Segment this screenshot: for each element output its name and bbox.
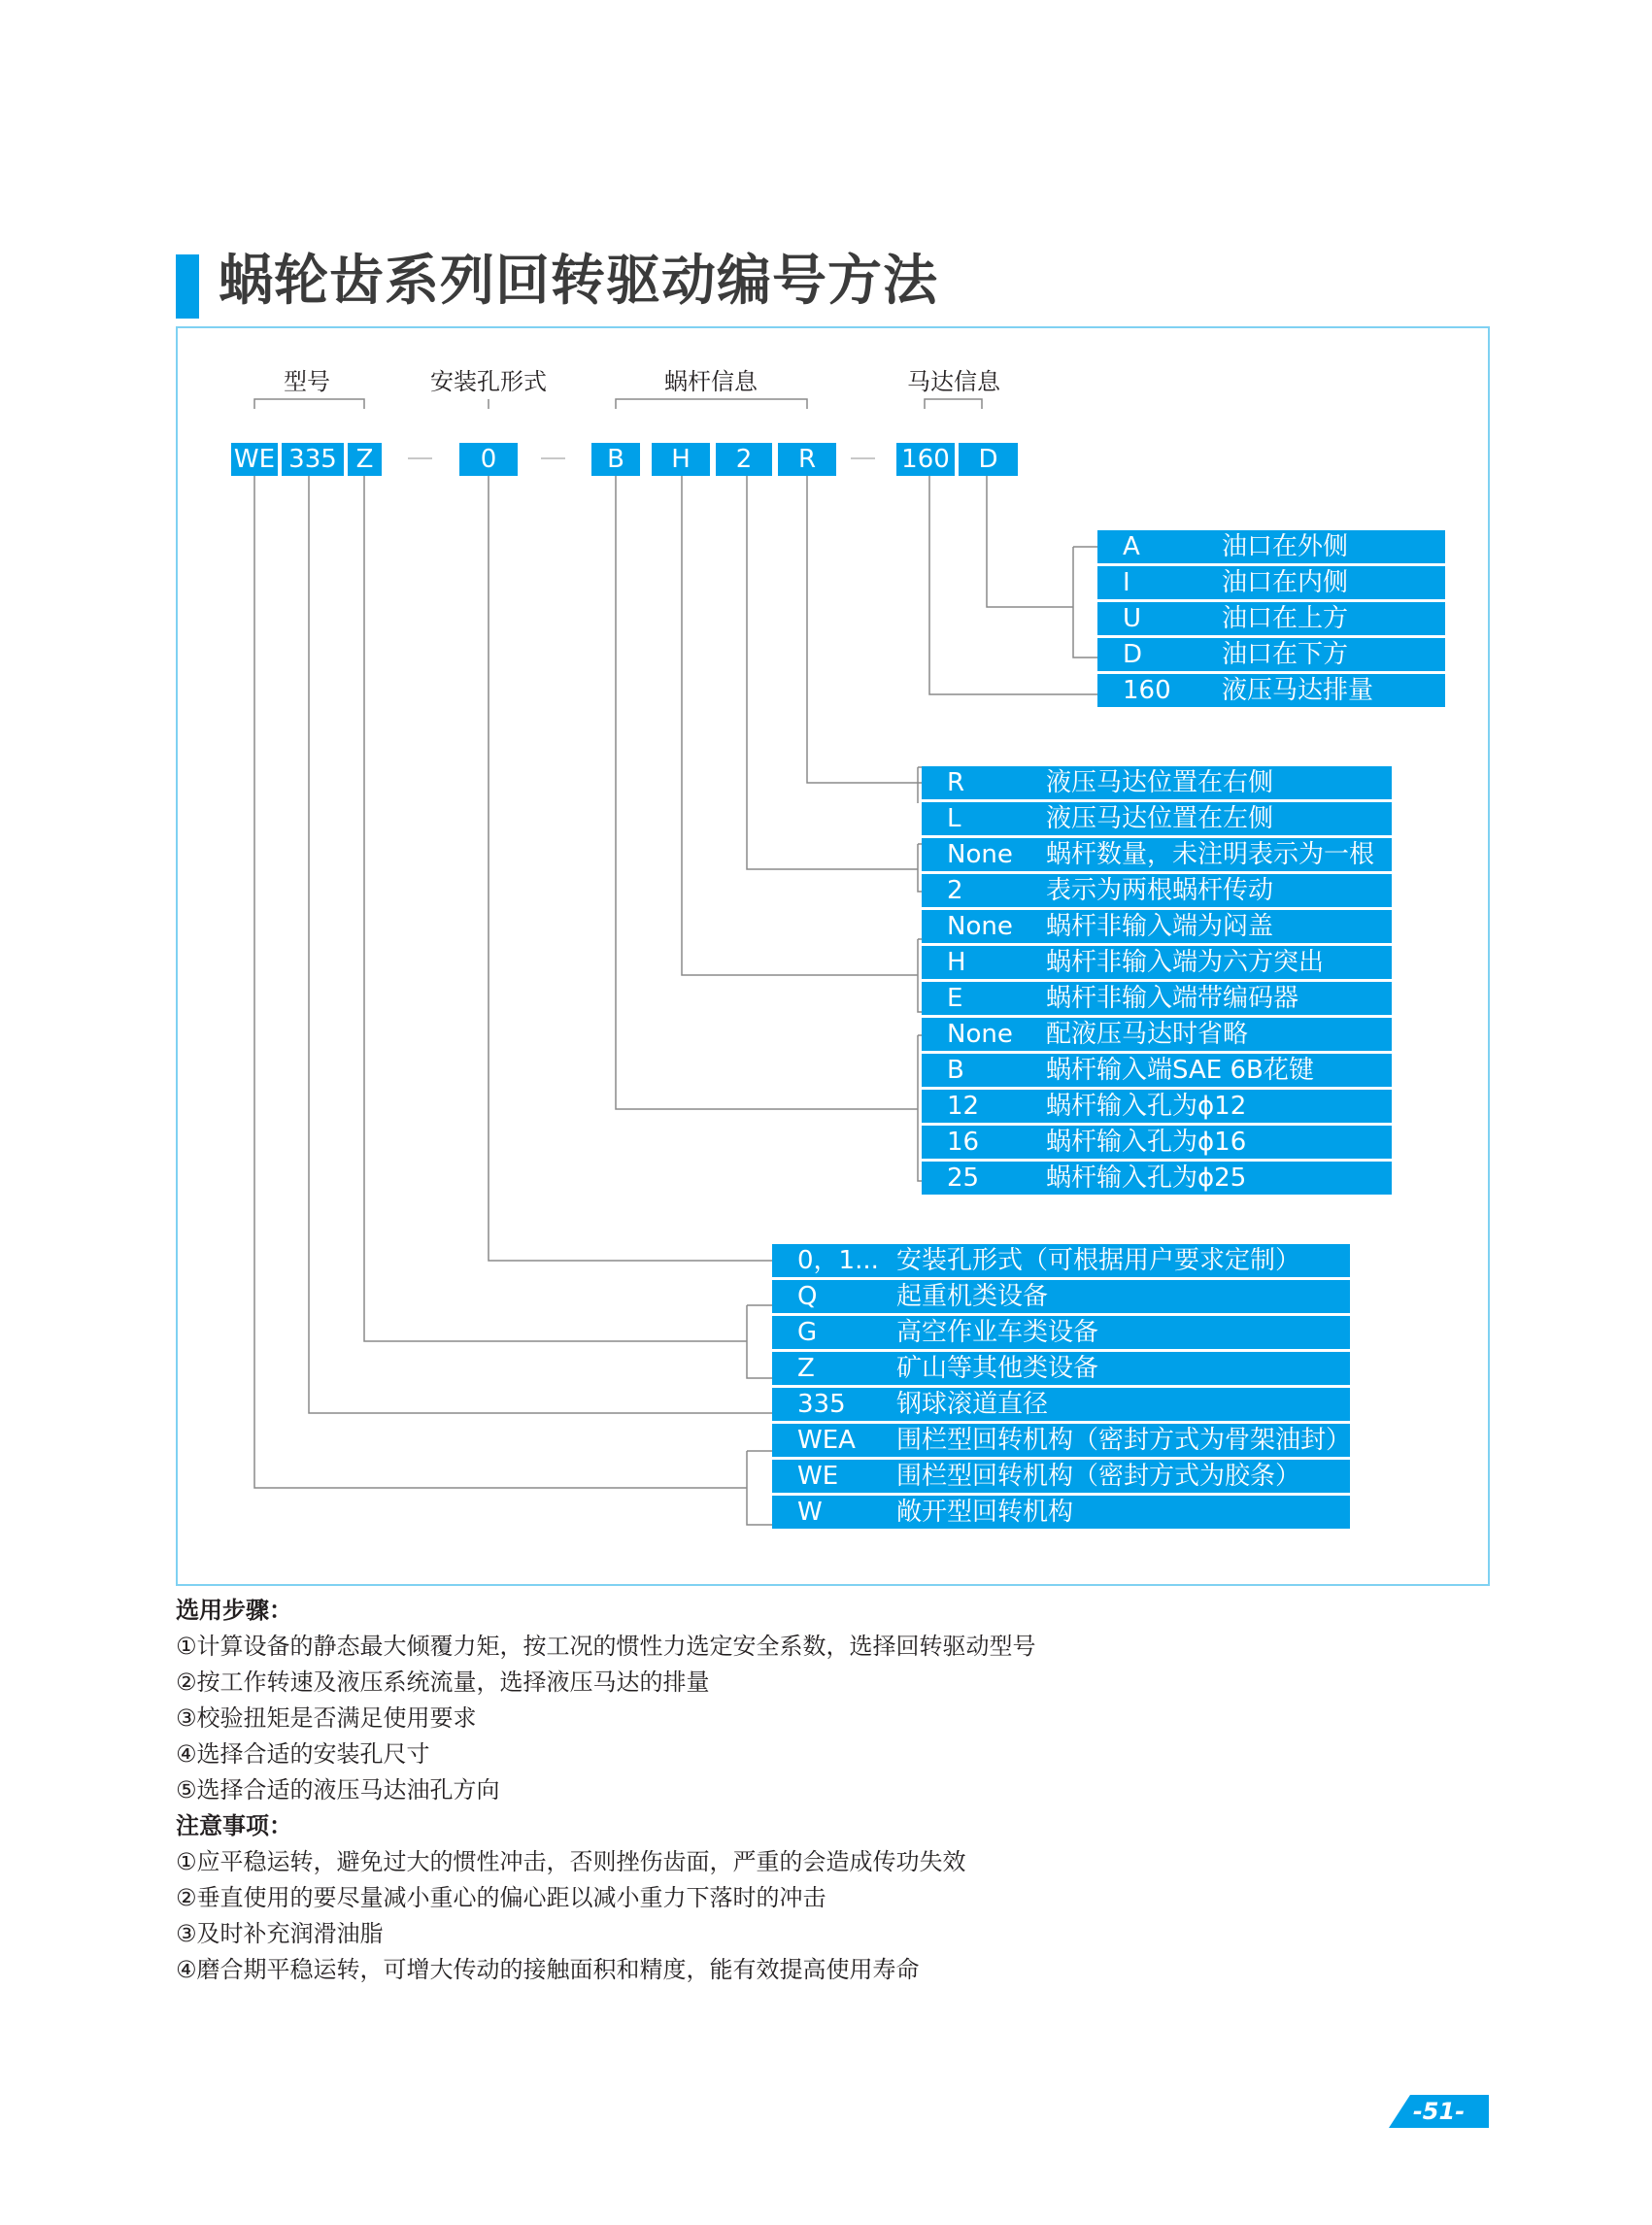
step-item: ②按工作转速及液压系统流量，选择液压马达的排量: [176, 1669, 710, 1696]
page-number: -51-: [1412, 2098, 1466, 2125]
table-row: R 液压马达位置在右侧: [922, 766, 1392, 799]
table-row: 12 蜗杆输入孔为ϕ12: [922, 1090, 1392, 1123]
table-row: 25 蜗杆输入孔为ϕ25: [922, 1162, 1392, 1195]
coding-diagram: [176, 326, 1490, 1586]
code-box-b: B: [591, 443, 640, 476]
header-motor: 马达信息: [907, 368, 1000, 395]
table-row: None 蜗杆数量，未注明表示为一根: [922, 838, 1392, 871]
note-item: ②垂直使用的要尽量减小重心的偏心距以减小重力下落时的冲击: [176, 1884, 826, 1911]
code-box-2: 2: [716, 443, 772, 476]
title-accent-bar: [176, 254, 199, 319]
table-row: WE 围栏型回转机构（密封方式为胶条）: [772, 1460, 1350, 1493]
page-title: 蜗轮齿系列回转驱动编号方法: [219, 250, 938, 313]
notes-heading: 注意事项：: [176, 1812, 292, 1839]
table-row: 2 表示为两根蜗杆传动: [922, 874, 1392, 907]
step-item: ④选择合适的安装孔尺寸: [176, 1740, 430, 1768]
header-worm: 蜗杆信息: [664, 368, 758, 395]
table-row: Z 矿山等其他类设备: [772, 1352, 1350, 1385]
note-item: ①应平稳运转，避免过大的惯性冲击，否则挫伤齿面，严重的会造成传功失效: [176, 1848, 966, 1875]
table-row: I 油口在内侧: [1097, 566, 1445, 599]
note-item: ③及时补充润滑油脂: [176, 1920, 384, 1947]
notes-section: [176, 1593, 1516, 1988]
table-row: E 蜗杆非输入端带编码器: [922, 982, 1392, 1015]
table-row: A 油口在外侧: [1097, 530, 1445, 563]
worm-info-table: [922, 766, 1392, 1197]
table-row: 16 蜗杆输入孔为ϕ16: [922, 1126, 1392, 1159]
motor-info-table: [1097, 530, 1445, 710]
table-row: None 配液压马达时省略: [922, 1018, 1392, 1051]
table-row: W 敞开型回转机构: [772, 1496, 1350, 1529]
table-row: G 高空作业车类设备: [772, 1316, 1350, 1349]
table-row: H 蜗杆非输入端为六方突出: [922, 946, 1392, 979]
steps-heading: 选用步骤：: [176, 1597, 292, 1624]
table-row: 335 钢球滚道直径: [772, 1388, 1350, 1421]
code-box-we: WE: [231, 443, 278, 476]
step-item: ①计算设备的静态最大倾覆力矩，按工况的惯性力选定安全系数，选择回转驱动型号: [176, 1633, 1036, 1660]
table-row: L 液压马达位置在左侧: [922, 802, 1392, 835]
code-box-160: 160: [896, 443, 955, 476]
table-row: None 蜗杆非输入端为闷盖: [922, 910, 1392, 943]
header-mount: 安装孔形式: [430, 368, 547, 395]
code-box-d: D: [959, 443, 1018, 476]
table-row: D 油口在下方: [1097, 638, 1445, 671]
table-row: 160 液压马达排量: [1097, 674, 1445, 707]
table-row: B 蜗杆输入端SAE 6B花键: [922, 1054, 1392, 1087]
table-row: 0，1... 安装孔形式（可根据用户要求定制）: [772, 1244, 1350, 1277]
table-row: WEA 围栏型回转机构（密封方式为骨架油封）: [772, 1424, 1350, 1457]
header-model: 型号: [284, 368, 330, 395]
code-box-z: Z: [348, 443, 382, 476]
table-row: U 油口在上方: [1097, 602, 1445, 635]
step-item: ⑤选择合适的液压马达油孔方向: [176, 1776, 500, 1804]
code-box-r: R: [778, 443, 836, 476]
model-info-table: [772, 1244, 1350, 1532]
code-box-h: H: [652, 443, 710, 476]
table-row: Q 起重机类设备: [772, 1280, 1350, 1313]
note-item: ④磨合期平稳运转，可增大传动的接触面积和精度，能有效提高使用寿命: [176, 1956, 920, 1983]
code-box-335: 335: [282, 443, 344, 476]
code-box-0: 0: [459, 443, 518, 476]
step-item: ③校验扭矩是否满足使用要求: [176, 1704, 477, 1732]
